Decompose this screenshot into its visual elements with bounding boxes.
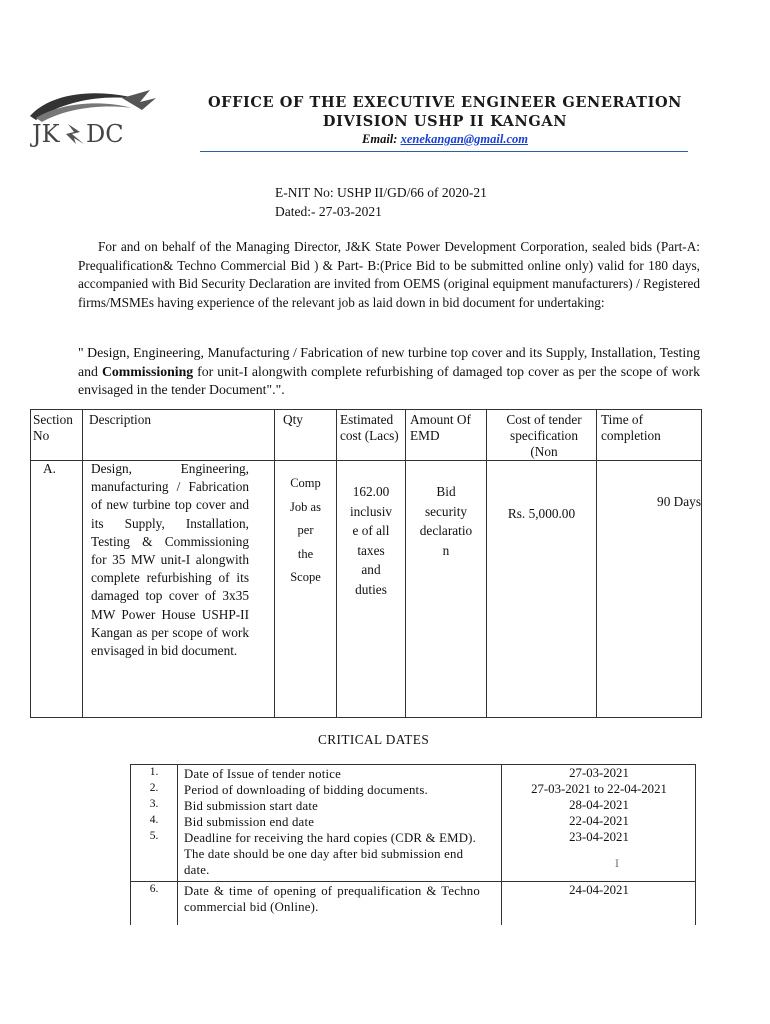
row-date: 22-04-2021 [569, 814, 629, 828]
email-label: Email: [362, 132, 398, 146]
estimated-line: inclusiv [349, 503, 393, 519]
time-value: 90 Days [657, 494, 701, 509]
row-item: Date of Issue of tender notice [184, 767, 342, 781]
row-estimated-cost [337, 482, 405, 599]
row-number: 2. [149, 782, 159, 794]
estimated-line: 162.00 [352, 484, 390, 499]
office-title [200, 93, 690, 131]
invitation-paragraph: For and on behalf of the Managing Director, J&K State Power Development Corporation, sealed bids (Part-A: Prequalification& Techno Commercial Bid ) & Part- B:(Price Bid to be submitted online only) valid for 180 days, accompanied with Bid Security Declaration are invited from OEMS (original equipment manufacturers) / Registered firms/MSMEs having experience of the relevant job as laid down in bid document for undertaking: [78, 239, 700, 310]
tender-table [30, 409, 702, 718]
emd-line: security [424, 503, 468, 519]
work-desc-bold: Commissioning [101, 363, 194, 379]
row-item: Period of downloading of bidding documents. [184, 783, 428, 797]
row-date: 24-04-2021 [569, 883, 629, 897]
emd-line: declaratio [419, 523, 473, 538]
estimated-line: duties [355, 581, 387, 597]
work-desc-part2: for unit-I alongwith complete refurbishing of damaged top cover as per the scope of work envisaged in the tender Document".". [78, 363, 700, 398]
email-link[interactable]: xenekangan@gmail.com [400, 132, 528, 146]
row-date: 28-04-2021 [569, 798, 629, 812]
row-divider [131, 881, 695, 882]
header-description: Description [89, 412, 152, 427]
enit-block [275, 183, 487, 221]
col-divider [405, 410, 406, 717]
row-number: 4. [149, 814, 159, 826]
row-emd [406, 482, 486, 560]
row-date: 27-03-2021 [569, 766, 629, 780]
header-time: Time of completion [601, 412, 661, 443]
critical-dates-title: CRITICAL DATES [318, 732, 430, 747]
col-divider [177, 765, 178, 925]
row-number: 6. [149, 883, 159, 895]
estimated-line: e of all [352, 523, 390, 538]
row-description: Design, Engineering, manufacturing / Fabrication of new turbine top cover and its Supply, Installation, Testing & Commissioning for 35 MW unit-I alongwith complete refurbishing of its damaged top cover of 3x35 MW Power House USHP-II Kangan as per scope of work envisaged in bid document. [91, 461, 249, 659]
work-desc-part1: " Design, Engineering, Manufacturing / Fabrication of new turbine top cover and its Supply, Installation, Testing and [78, 345, 700, 379]
enit-number: E-NIT No: USHP II/GD/66 of 2020-21 [275, 185, 487, 200]
header-emd: Amount Of EMD [410, 412, 471, 443]
email-line [200, 132, 690, 147]
estimated-line: taxes [357, 542, 385, 558]
row-section: A. [43, 461, 56, 476]
header-estimated-cost: Estimated cost (Lacs) [340, 412, 399, 443]
qty-line: Job as [290, 499, 321, 514]
logo-text: JK [32, 120, 60, 148]
cursor-mark-icon: Ⅰ [615, 859, 619, 870]
estimated-line: and [361, 562, 381, 577]
row-time [597, 492, 701, 512]
enit-date: Dated:- 27-03-2021 [275, 204, 382, 219]
row-cost-tender: Rs. 5,000.00 [507, 506, 576, 521]
office-title-line1: OFFICE OF THE EXECUTIVE ENGINEER GENERATION [207, 94, 683, 111]
col-divider [82, 410, 83, 717]
logo-graphic [22, 86, 164, 152]
emd-line: Bid [436, 484, 456, 499]
row-item: Date & time of opening of prequalification & Techno commercial bid (Online). [184, 884, 480, 914]
row-item: Deadline for receiving the hard copies (CDR & EMD). The date should be one day after bid submission end date. [184, 831, 476, 877]
row-item: Bid submission end date [184, 815, 315, 829]
col-divider [501, 765, 502, 925]
row-qty [275, 472, 336, 590]
jkpdc-logo [22, 86, 164, 152]
row-date: 27-03-2021 to 22-04-2021 [531, 782, 667, 796]
row-number: 3. [149, 798, 159, 810]
header-cost-tender: Cost of tender specification (Non [506, 412, 582, 459]
qty-line: Scope [290, 570, 321, 584]
qty-line: Comp [290, 476, 321, 490]
office-title-line2: DIVISION USHP II KANGAN [322, 113, 568, 130]
header-section-no: Section No [33, 412, 73, 443]
col-divider [486, 410, 487, 717]
col-divider [596, 410, 597, 717]
row-date: 23-04-2021 [569, 830, 629, 844]
header-divider [200, 151, 688, 152]
row-number: 1. [149, 766, 159, 778]
qty-line: per [297, 523, 314, 537]
row-number: 5. [149, 830, 159, 842]
qty-line: the [297, 546, 314, 561]
emd-line: n [442, 542, 450, 558]
critical-dates-table [130, 764, 696, 925]
work-description-paragraph [78, 344, 700, 400]
row-item: Bid submission start date [184, 799, 319, 813]
logo-text-2: DC [86, 120, 124, 148]
header-qty: Qty [283, 412, 303, 427]
